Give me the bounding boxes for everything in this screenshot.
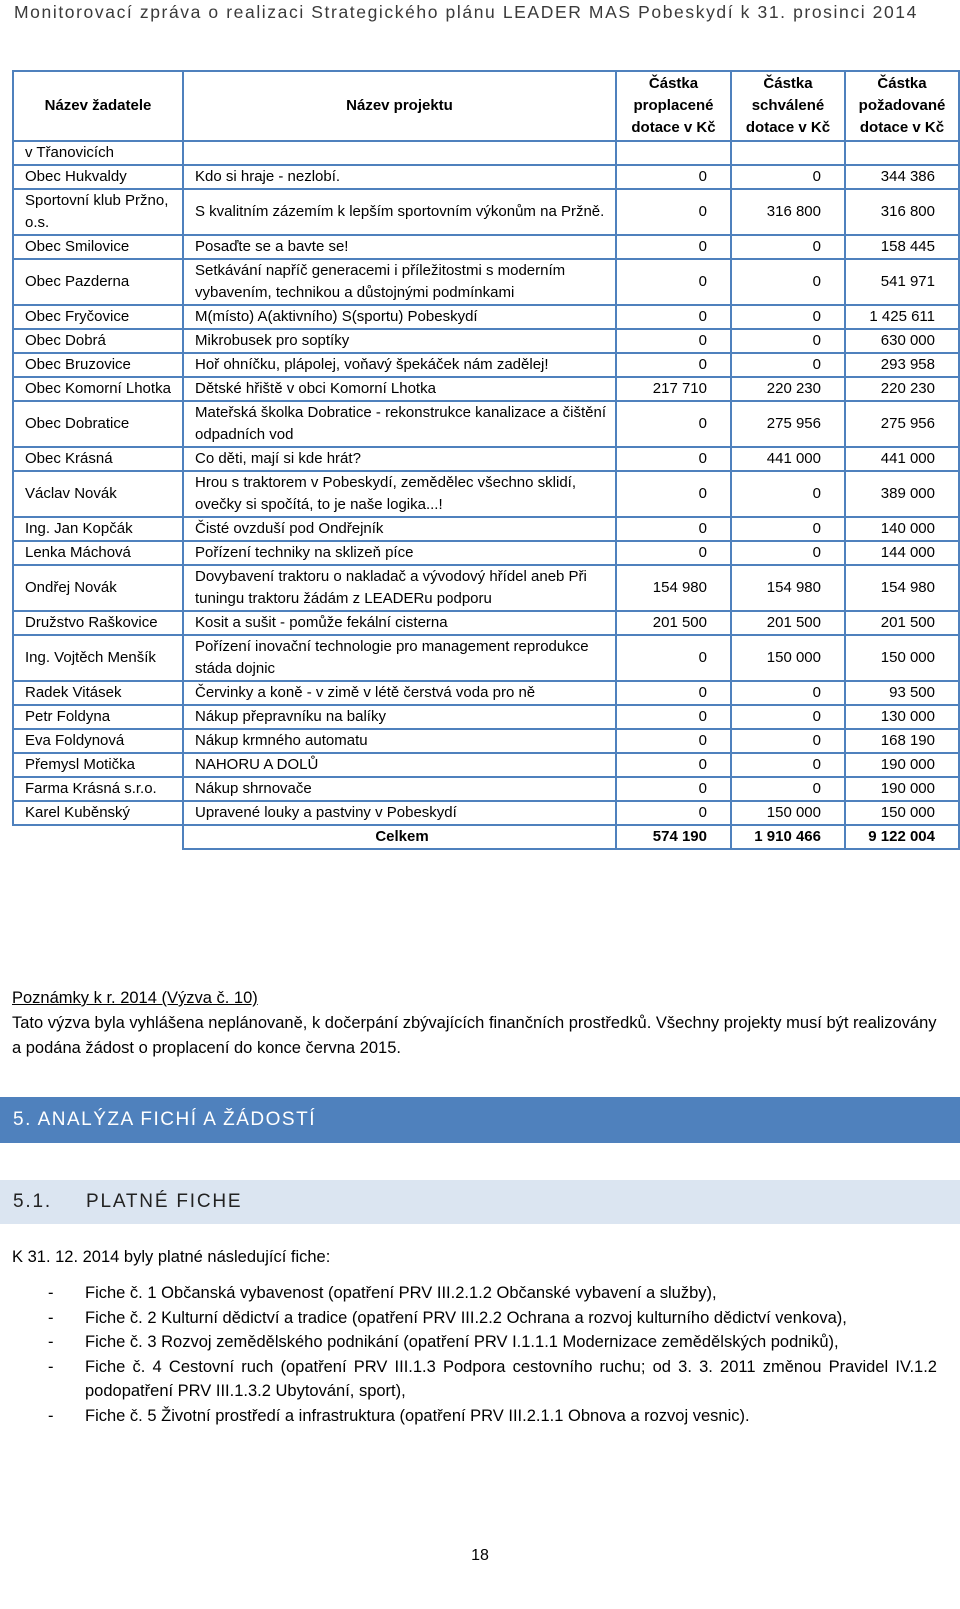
requested-cell: 389 000 (845, 471, 959, 517)
project-cell: Pořízení techniky na sklizeň píce (183, 541, 616, 565)
table-row (13, 611, 959, 635)
list-dash: - (48, 1308, 54, 1327)
approved-cell: 0 (731, 259, 845, 305)
project-cell: Čisté ovzduší pod Ondřejník (183, 517, 616, 541)
fiche-text: Fiche č. 5 Životní prostředí a infrastruktura (opatření PRV III.2.1.1 Obnova a rozvoj vesnic). (85, 1406, 750, 1425)
paid-cell (616, 141, 731, 165)
table-row (13, 305, 959, 329)
list-item (12, 1306, 937, 1331)
project-cell: M(místo) A(aktivního) S(sportu) Pobeskydí (183, 305, 616, 329)
approved-cell: 0 (731, 235, 845, 259)
project-cell: Setkávání napříč generacemi i příležitostmi s moderním vybavením, technikou a důstojnými podmínkami (183, 259, 616, 305)
project-cell: Upravené louky a pastviny v Pobeskydí (183, 801, 616, 825)
paid-cell: 0 (616, 635, 731, 681)
paid-cell: 201 500 (616, 611, 731, 635)
applicant-cell: Petr Foldyna (13, 705, 183, 729)
project-cell: Nákup přepravníku na balíky (183, 705, 616, 729)
paid-cell: 217 710 (616, 377, 731, 401)
requested-cell: 293 958 (845, 353, 959, 377)
fiche-text: Fiche č. 1 Občanská vybavenost (opatření PRV III.2.1.2 Občanské vybavení a služby), (85, 1284, 717, 1302)
paid-cell: 0 (616, 753, 731, 777)
notes-text: Tato výzva byla vyhlášena neplánovaně, k dočerpání zbývajících finančních prostředků. Všechny projekty musí být realizovány a podána žádost o proplacení do konce června 2015. (12, 1014, 937, 1057)
table-body (13, 141, 959, 825)
notes-block (12, 986, 937, 1061)
total-row (13, 825, 959, 849)
paid-cell: 0 (616, 353, 731, 377)
table-row (13, 141, 959, 165)
applicant-cell: Eva Foldynová (13, 729, 183, 753)
approved-cell: 0 (731, 353, 845, 377)
table-row (13, 447, 959, 471)
list-dash: - (48, 1333, 54, 1352)
column-header-requested: Částka požadované dotace v Kč (845, 71, 959, 141)
requested-cell: 190 000 (845, 777, 959, 801)
project-cell: Mateřská školka Dobratice - rekonstrukce kanalizace a čištění odpadních vod (183, 401, 616, 447)
applicant-cell: Obec Hukvaldy (13, 165, 183, 189)
project-cell: Mikrobusek pro soptíky (183, 329, 616, 353)
applicant-cell: Radek Vitásek (13, 681, 183, 705)
list-dash: - (48, 1357, 54, 1376)
applicant-cell: Obec Smilovice (13, 235, 183, 259)
applicant-cell: Farma Krásná s.r.o. (13, 777, 183, 801)
list-item (12, 1330, 937, 1355)
paid-cell: 0 (616, 541, 731, 565)
paid-cell: 0 (616, 165, 731, 189)
project-cell: Kdo si hraje - nezlobí. (183, 165, 616, 189)
table-row (13, 705, 959, 729)
project-cell: Pořízení inovační technologie pro management reprodukce stáda dojnic (183, 635, 616, 681)
table-row (13, 165, 959, 189)
table-row (13, 401, 959, 447)
applicant-cell: Lenka Máchová (13, 541, 183, 565)
project-cell: Hrou s traktorem v Pobeskydí, zemědělec všechno sklidí, ovečky si spočítá, to je naše logika...! (183, 471, 616, 517)
requested-cell: 93 500 (845, 681, 959, 705)
requested-cell: 130 000 (845, 705, 959, 729)
project-cell: S kvalitním zázemím k lepším sportovním výkonům na Pržně. (183, 189, 616, 235)
page-number: 18 (471, 1547, 489, 1564)
table-row (13, 353, 959, 377)
grants-table (12, 70, 960, 850)
requested-cell: 190 000 (845, 753, 959, 777)
approved-cell: 0 (731, 729, 845, 753)
paid-cell: 0 (616, 259, 731, 305)
table-row (13, 729, 959, 753)
table-row (13, 777, 959, 801)
column-header-approved: Částka schválené dotace v Kč (731, 71, 845, 141)
project-cell: Co děti, mají si kde hrát? (183, 447, 616, 471)
paid-cell: 0 (616, 777, 731, 801)
approved-cell: 220 230 (731, 377, 845, 401)
running-header: Monitorovací zpráva o realizaci Strategického plánu LEADER MAS Pobeskydí k 31. prosinci 2014 (14, 2, 918, 22)
table-row (13, 681, 959, 705)
approved-cell: 0 (731, 777, 845, 801)
requested-cell: 441 000 (845, 447, 959, 471)
requested-cell: 140 000 (845, 517, 959, 541)
approved-cell: 275 956 (731, 401, 845, 447)
approved-cell: 0 (731, 517, 845, 541)
approved-cell: 316 800 (731, 189, 845, 235)
approved-cell: 441 000 (731, 447, 845, 471)
applicant-cell: Obec Komorní Lhotka (13, 377, 183, 401)
project-cell: Nákup krmného automatu (183, 729, 616, 753)
project-cell: Dětské hřiště v obci Komorní Lhotka (183, 377, 616, 401)
paid-cell: 0 (616, 189, 731, 235)
table-row (13, 517, 959, 541)
approved-cell: 0 (731, 471, 845, 517)
table-row (13, 801, 959, 825)
requested-cell: 168 190 (845, 729, 959, 753)
column-header-applicant: Název žadatele (13, 71, 183, 141)
requested-cell: 275 956 (845, 401, 959, 447)
paid-cell: 0 (616, 471, 731, 517)
section-5-1-title: PLATNÉ FICHE (86, 1191, 243, 1212)
applicant-cell: Obec Dobrá (13, 329, 183, 353)
requested-cell: 630 000 (845, 329, 959, 353)
paid-cell: 0 (616, 329, 731, 353)
section-5-1-heading (0, 1180, 960, 1224)
table-row (13, 235, 959, 259)
total-requested: 9 122 004 (845, 825, 959, 849)
fiche-text: Fiche č. 4 Cestovní ruch (opatření PRV III.1.3 Podpora cestovního ruchu; od 3. 3. 2011 změnou Pravidel IV.1.2 podopatření PRV III.1.3.2 Ubytování, sport), (85, 1357, 937, 1401)
approved-cell: 154 980 (731, 565, 845, 611)
requested-cell: 1 425 611 (845, 305, 959, 329)
paid-cell: 0 (616, 705, 731, 729)
paid-cell: 154 980 (616, 565, 731, 611)
fiche-text: Fiche č. 2 Kulturní dědictví a tradice (opatření PRV III.2.2 Ochrana a rozvoj kulturního dědictví venkova), (85, 1308, 847, 1327)
total-approved: 1 910 466 (731, 825, 845, 849)
table-row (13, 471, 959, 517)
applicant-cell: Družstvo Raškovice (13, 611, 183, 635)
approved-cell: 0 (731, 753, 845, 777)
applicant-cell: Ing. Jan Kopčák (13, 517, 183, 541)
fiches-list (12, 1281, 937, 1429)
approved-cell: 0 (731, 541, 845, 565)
section-5-title: 5. ANALÝZA FICHÍ A ŽÁDOSTÍ (13, 1109, 316, 1130)
table-header-row (13, 71, 959, 141)
section-5-1-number: 5.1. (13, 1191, 52, 1212)
section-5-heading (0, 1097, 960, 1143)
approved-cell: 0 (731, 705, 845, 729)
requested-cell: 158 445 (845, 235, 959, 259)
project-cell: Kosit a sušit - pomůže fekální cisterna (183, 611, 616, 635)
column-header-project: Název projektu (183, 71, 616, 141)
table-row (13, 259, 959, 305)
requested-cell: 316 800 (845, 189, 959, 235)
table-row (13, 635, 959, 681)
applicant-cell: Obec Bruzovice (13, 353, 183, 377)
list-dash: - (48, 1284, 54, 1302)
paid-cell: 0 (616, 517, 731, 541)
project-cell: Hoř ohníčku, plápolej, voňavý špekáček nám zadělej! (183, 353, 616, 377)
applicant-cell: Obec Fryčovice (13, 305, 183, 329)
applicant-cell: Ondřej Novák (13, 565, 183, 611)
paid-cell: 0 (616, 401, 731, 447)
paid-cell: 0 (616, 801, 731, 825)
approved-cell: 150 000 (731, 801, 845, 825)
fiches-intro: K 31. 12. 2014 byly platné následující fiche: (12, 1248, 331, 1266)
requested-cell: 220 230 (845, 377, 959, 401)
fiche-text: Fiche č. 3 Rozvoj zemědělského podnikání (opatření PRV I.1.1.1 Modernizace zemědělských podniků), (85, 1333, 839, 1352)
project-cell (183, 141, 616, 165)
approved-cell (731, 141, 845, 165)
table-row (13, 541, 959, 565)
approved-cell: 0 (731, 681, 845, 705)
list-dash: - (48, 1406, 54, 1425)
paid-cell: 0 (616, 681, 731, 705)
requested-cell: 144 000 (845, 541, 959, 565)
applicant-cell: Václav Novák (13, 471, 183, 517)
applicant-cell: Obec Dobratice (13, 401, 183, 447)
column-header-paid: Částka proplacené dotace v Kč (616, 71, 731, 141)
table-row (13, 189, 959, 235)
project-cell: Červinky a koně - v zimě v létě čerstvá voda pro ně (183, 681, 616, 705)
requested-cell: 154 980 (845, 565, 959, 611)
applicant-cell: v Třanovicích (13, 141, 183, 165)
paid-cell: 0 (616, 729, 731, 753)
applicant-cell: Přemysl Motička (13, 753, 183, 777)
paid-cell: 0 (616, 305, 731, 329)
paid-cell: 0 (616, 235, 731, 259)
requested-cell: 541 971 (845, 259, 959, 305)
table-row (13, 753, 959, 777)
approved-cell: 0 (731, 305, 845, 329)
notes-title: Poznámky k r. 2014 (Výzva č. 10) (12, 989, 258, 1007)
applicant-cell: Obec Krásná (13, 447, 183, 471)
applicant-cell: Sportovní klub Pržno, o.s. (13, 189, 183, 235)
project-cell: Posaďte se a bavte se! (183, 235, 616, 259)
project-cell: NAHORU A DOLŮ (183, 753, 616, 777)
project-cell: Nákup shrnovače (183, 777, 616, 801)
table-row (13, 565, 959, 611)
requested-cell (845, 141, 959, 165)
approved-cell: 150 000 (731, 635, 845, 681)
applicant-cell: Karel Kuběnský (13, 801, 183, 825)
requested-cell: 150 000 (845, 635, 959, 681)
table-row (13, 377, 959, 401)
requested-cell: 150 000 (845, 801, 959, 825)
approved-cell: 0 (731, 329, 845, 353)
table-row (13, 329, 959, 353)
total-blank-cell (13, 825, 183, 849)
applicant-cell: Obec Pazderna (13, 259, 183, 305)
total-paid: 574 190 (616, 825, 731, 849)
list-item (12, 1404, 937, 1429)
total-label: Celkem (183, 825, 616, 849)
approved-cell: 201 500 (731, 611, 845, 635)
list-item (12, 1281, 937, 1306)
approved-cell: 0 (731, 165, 845, 189)
requested-cell: 344 386 (845, 165, 959, 189)
applicant-cell: Ing. Vojtěch Menšík (13, 635, 183, 681)
paid-cell: 0 (616, 447, 731, 471)
requested-cell: 201 500 (845, 611, 959, 635)
project-cell: Dovybavení traktoru o nakladač a vývodový hřídel aneb Při tuningu traktoru žádám z LEADERu podporu (183, 565, 616, 611)
list-item (12, 1355, 937, 1404)
